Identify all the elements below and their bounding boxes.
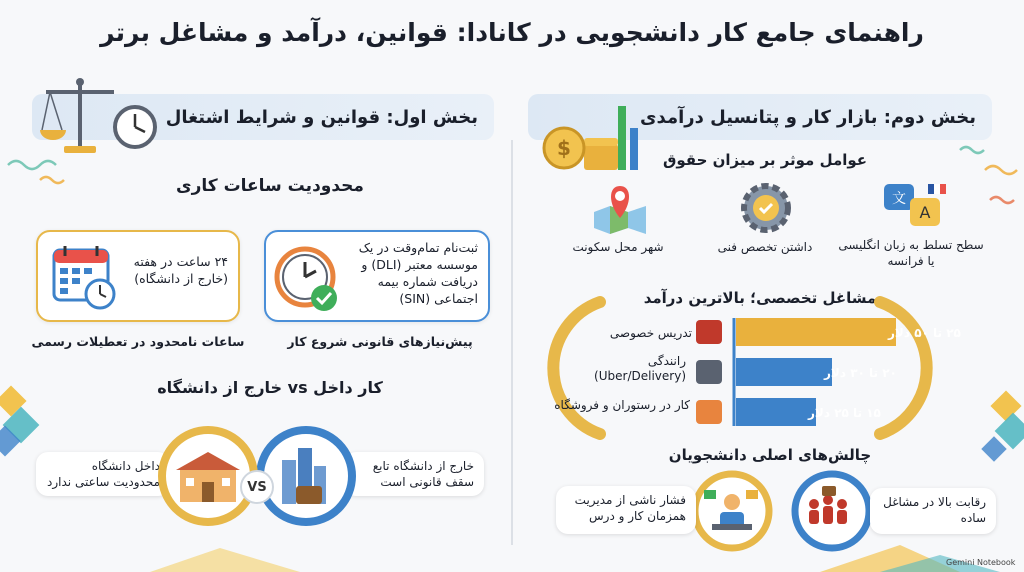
job-bar-0 [736,318,896,346]
job-bar-2 [736,398,816,426]
scales-clock-icon [40,72,158,160]
section2-header-text: بخش دوم: بازار کار و پتانسیل درآمدی [640,106,976,128]
prereq-card [264,230,490,322]
onoff-title: کار داخل vs خارج از دانشگاه [157,378,383,397]
factor-language: سطح تسلط به زبان انگلیسی یا فرانسه [838,238,984,268]
factor-skill: داشتن تخصص فنی [717,240,813,254]
translate-icon [880,180,950,230]
off-campus-pill: خارج از دانشگاه تابع سقف قانونی است [344,452,484,496]
hours-text: ۲۴ ساعت در هفته (خارج از دانشگاه) [133,254,228,286]
job-label-driving: رانندگی (Uber/Delivery) [594,354,686,383]
challenge-stress: فشار ناشی از مدیریت همزمان کار و درس [556,486,696,534]
chef-icon [696,400,722,424]
svg-text:A: A [919,203,931,222]
challenges-title: چالش‌های اصلی دانشجویان [668,446,872,464]
on-campus-pill: داخل دانشگاه محدودیت ساعتی ندارد [36,452,170,496]
svg-text:$: $ [557,136,571,160]
challenges-infinity [682,470,882,552]
hours-caption: ساعات نامحدود در تعطیلات رسمی [31,334,245,349]
page-title: راهنمای جامع کار دانشجویی در کانادا: قوانین، درآمد و مشاغل برتر [100,18,924,47]
factor-city: شهر محل سکونت [572,240,664,254]
job-label-restaurant: کار در رستوران و فروشگاه [554,398,690,412]
job-range-0: ۲۵ تا ۵۰ دلار [888,326,961,340]
challenge-competition: رقابت بالا در مشاغل ساده [870,488,996,534]
factors-title: عوامل موثر بر میزان حقوق [662,151,868,169]
section1-header-text: بخش اول: قوانین و شرایط اشتغال [165,106,478,128]
books-icon [696,320,722,344]
prereq-caption: پیش‌نیازهای قانونی شروع کار [287,334,473,349]
vs-badge: VS [240,470,274,504]
gear-badge-icon [734,180,798,236]
job-label-tutoring: تدریس خصوصی [609,326,692,340]
job-bar-1 [736,358,832,386]
prereq-text: ثبت‌نام تمام‌وقت در یک موسسه معتبر (DLI) و دریافت شماره بیمه اجتماعی (SIN) [358,240,478,306]
hours-title: محدودیت ساعات کاری [176,176,364,196]
coins-chart-icon [540,104,650,174]
gemini-notebook-badge: Gemini Notebook [946,558,1016,567]
jobs-title: مشاغل تخصصی؛ بالاترین درآمد [643,289,877,307]
delivery-icon [696,360,722,384]
job-range-2: ۱۵ تا ۲۵ دلار [808,406,881,420]
job-range-1: ۲۰ تا ۳۰ دلار [824,366,897,380]
map-pin-icon [590,178,650,236]
clock-check-icon [272,244,342,314]
hours-card [36,230,240,322]
calendar-icon [50,242,120,312]
svg-text:文: 文 [892,191,906,207]
